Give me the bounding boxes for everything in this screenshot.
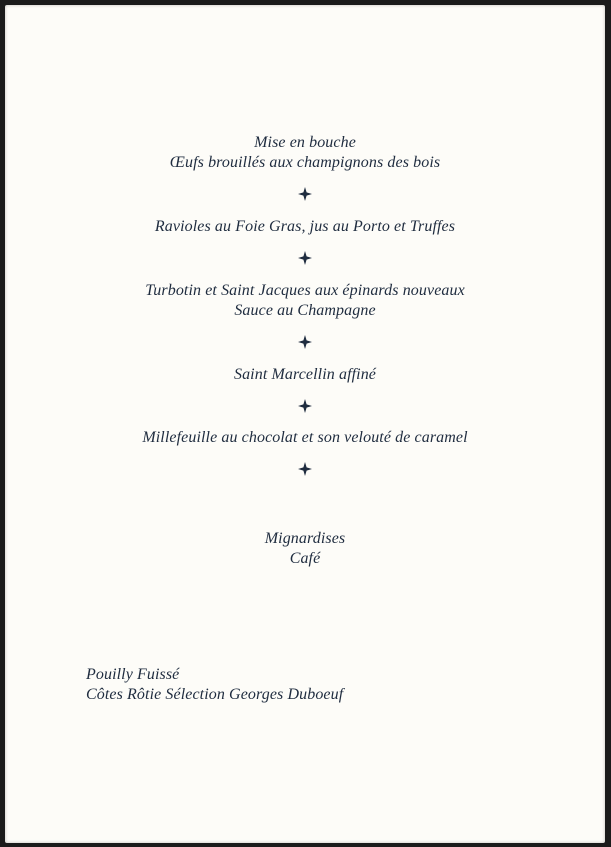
course-line: Saint Marcellin affiné <box>233 366 377 383</box>
course-block <box>5 217 605 237</box>
course-line: Sauce au Champagne <box>234 302 376 319</box>
course-line: Ravioles au Foie Gras, jus au Porto et Truffes <box>154 218 456 235</box>
course-block <box>5 281 605 321</box>
after-dinner-block <box>5 529 605 569</box>
menu-card <box>5 5 605 843</box>
course-line: Millefeuille au chocolat et son velouté de caramel <box>142 429 468 446</box>
separator-star-icon <box>5 187 605 201</box>
wine-item: Pouilly Fuissé <box>86 666 180 683</box>
course-block <box>5 133 605 173</box>
after-dinner-line: Café <box>289 550 321 567</box>
course-block <box>5 365 605 385</box>
course-line: Œufs brouillés aux champignons des bois <box>169 154 441 171</box>
separator-star-icon <box>5 462 605 476</box>
separator-star-icon <box>5 335 605 349</box>
separator-star-icon <box>5 399 605 413</box>
after-dinner-line: Mignardises <box>264 530 346 547</box>
course-block <box>5 428 605 448</box>
wine-list <box>86 665 343 705</box>
separator-star-icon <box>5 251 605 265</box>
wine-item: Côtes Rôtie Sélection Georges Duboeuf <box>86 686 344 703</box>
course-line: Turbotin et Saint Jacques aux épinards nouveaux <box>145 282 465 299</box>
course-line: Mise en bouche <box>254 134 356 151</box>
